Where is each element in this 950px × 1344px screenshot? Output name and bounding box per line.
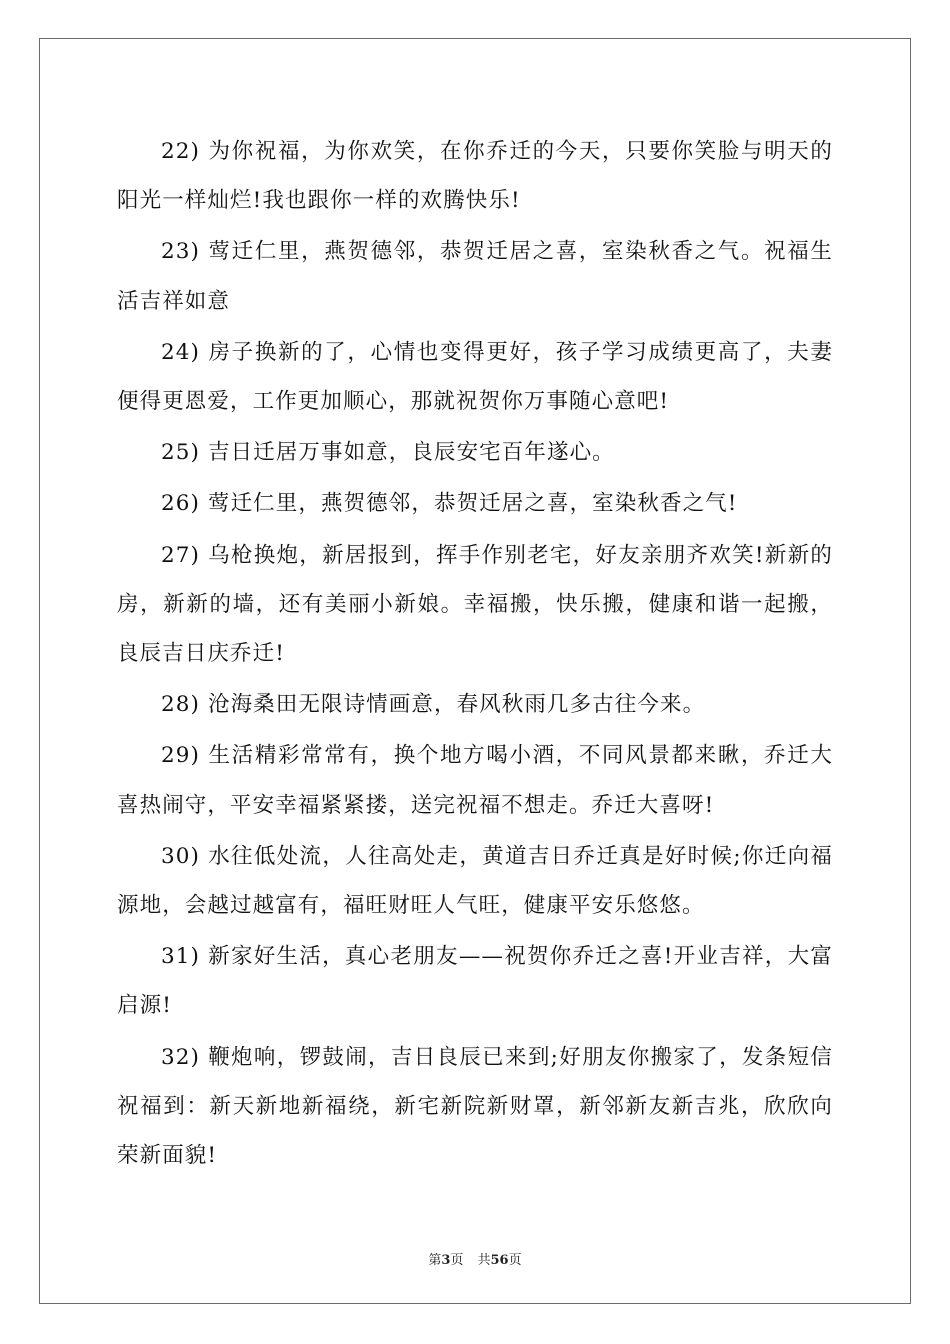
paragraph-24: 24) 房子换新的了，心情也变得更好，孩子学习成绩更高了，夫妻便得更恩爱，工作更加顺心，那就祝贺你万事随心意吧! xyxy=(117,339,833,415)
paragraph-28: 28) 沧海桑田无限诗情画意，春风秋雨几多古往今来。 xyxy=(161,692,706,718)
paragraph-23: 23) 莺迁仁里，燕贺德邻，恭贺迁居之喜，室染秋香之气。祝福生活吉祥如意 xyxy=(117,239,833,314)
page-suffix: 页 xyxy=(450,1253,464,1268)
total-suffix: 页 xyxy=(508,1253,522,1268)
page-number: 3 xyxy=(441,1253,451,1268)
total-prefix: 共 xyxy=(477,1253,491,1268)
paragraph-27: 27) 乌枪换炮，新居报到，挥手作别老宅，好友亲朋齐欢笑!新新的房，新新的墙，还有美丽小新娘。幸福搬，快乐搬，健康和谐一起搬，良辰吉日庆乔迁! xyxy=(117,542,833,667)
total-pages: 56 xyxy=(490,1253,509,1268)
page-prefix: 第 xyxy=(428,1253,442,1268)
paragraph-25: 25) 吉日迁居万事如意，良辰安宅百年遂心。 xyxy=(161,440,615,466)
paragraph-31: 31) 新家好生活，真心老朋友——祝贺你乔迁之喜!开业吉祥，大富启源! xyxy=(117,944,833,1019)
paragraph-32: 32) 鞭炮响，锣鼓闹，吉日良辰已来到;好朋友你搬家了，发条短信祝福到：新天新地新福绕，新宅新院新财罩，新邻新友新吉兆，欣欣向荣新面貌! xyxy=(117,1044,833,1169)
paragraph-22: 22) 为你祝福，为你欢笑，在你乔迁的今天，只要你笑脸与明天的阳光一样灿烂!我也跟你一样的欢腾快乐! xyxy=(117,139,833,214)
page-footer xyxy=(0,1249,950,1268)
paragraph-26: 26) 莺迁仁里，燕贺德邻，恭贺迁居之喜，室染秋香之气! xyxy=(161,491,738,517)
document-body xyxy=(117,127,833,1182)
paragraph-30: 30) 水往低处流，人往高处走，黄道吉日乔迁真是好时候;你迁向福源地，会越过越富有，福旺财旺人气旺，健康平安乐悠悠。 xyxy=(117,843,833,919)
paragraph-29: 29) 生活精彩常常有，换个地方喝小酒，不同风景都来瞅，乔迁大喜热闹守，平安幸福紧紧搂，送完祝福不想走。乔迁大喜呀! xyxy=(117,743,833,818)
